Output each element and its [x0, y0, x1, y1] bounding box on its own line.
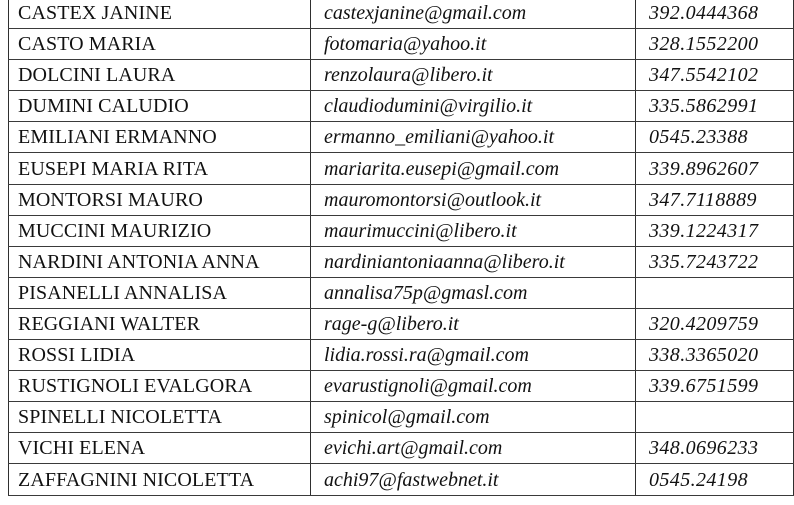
- contact-name: CASTO MARIA: [18, 33, 156, 56]
- contact-phone: 0545.24198: [649, 468, 748, 491]
- contact-name: DUMINI CALUDIO: [18, 95, 189, 118]
- contact-phone: 348.0696233: [649, 437, 759, 460]
- contact-phone: 0545.23388: [649, 126, 748, 149]
- contact-row: [8, 91, 794, 122]
- contact-email: castexjanine@gmail.com: [324, 2, 527, 24]
- contact-name: PISANELLI ANNALISA: [18, 281, 228, 304]
- contact-email: maurimuccini@libero.it: [324, 219, 517, 242]
- contact-phone: 320.4209759: [649, 313, 759, 335]
- contact-row: [8, 122, 794, 153]
- contact-row: [8, 340, 794, 371]
- contact-name: DOLCINI LAURA: [18, 64, 176, 87]
- contact-phone: 347.7118889: [649, 188, 757, 211]
- contact-phone: 335.5862991: [649, 95, 759, 118]
- contact-name: MONTORSI MAURO: [18, 188, 203, 211]
- contact-row: [8, 465, 794, 496]
- contact-phone: 339.1224317: [649, 219, 759, 242]
- contact-name: EUSEPI MARIA RITA: [18, 157, 209, 180]
- contact-row: [8, 185, 794, 216]
- contact-name: SPINELLI NICOLETTA: [18, 406, 223, 429]
- contact-email: rage-g@libero.it: [324, 313, 459, 335]
- contact-row: [8, 247, 794, 278]
- contact-row: [8, 216, 794, 247]
- contact-email: evichi.art@gmail.com: [324, 437, 503, 460]
- contact-name: ZAFFAGNINI NICOLETTA: [18, 468, 255, 491]
- contact-email: claudiodumini@virgilio.it: [324, 95, 533, 118]
- contact-name: RUSTIGNOLI EVALGORA: [18, 375, 253, 398]
- contact-row: [8, 402, 794, 433]
- contact-name: CASTEX JANINE: [18, 2, 173, 24]
- contact-phone: 347.5542102: [649, 64, 759, 87]
- contact-email: mariarita.eusepi@gmail.com: [324, 157, 560, 180]
- contact-phone: 339.8962607: [649, 157, 759, 180]
- contact-row: [8, 371, 794, 402]
- row-divider: [8, 495, 794, 496]
- contact-email: spinicol@gmail.com: [324, 406, 490, 429]
- contact-row: [8, 29, 794, 60]
- contact-email: annalisa75p@gmasl.com: [324, 281, 528, 304]
- contact-row: [8, 0, 794, 29]
- contact-email: renzolaura@libero.it: [324, 64, 493, 87]
- contact-row: [8, 154, 794, 185]
- contact-row: [8, 433, 794, 464]
- contact-name: EMILIANI ERMANNO: [18, 126, 217, 149]
- contact-name: NARDINI ANTONIA ANNA: [18, 250, 260, 273]
- contact-name: MUCCINI MAURIZIO: [18, 219, 212, 242]
- contact-name: VICHI ELENA: [18, 437, 146, 460]
- contact-email: mauromontorsi@outlook.it: [324, 188, 542, 211]
- contact-row: [8, 278, 794, 309]
- contact-phone: 335.7243722: [649, 250, 759, 273]
- contact-phone: 392.0444368: [649, 2, 759, 24]
- contact-email: ermanno_emiliani@yahoo.it: [324, 126, 555, 149]
- contact-email: lidia.rossi.ra@gmail.com: [324, 344, 529, 367]
- contact-phone: 328.1552200: [649, 33, 759, 56]
- contact-row: [8, 309, 794, 340]
- contact-table: [8, 0, 794, 498]
- contact-email: fotomaria@yahoo.it: [324, 33, 487, 56]
- contact-email: nardiniantoniaanna@libero.it: [324, 250, 565, 273]
- contact-name: ROSSI LIDIA: [18, 344, 136, 367]
- contact-row: [8, 60, 794, 91]
- contact-email: achi97@fastwebnet.it: [324, 468, 499, 491]
- contact-email: evarustignoli@gmail.com: [324, 375, 532, 398]
- contact-phone: 339.6751599: [649, 375, 759, 398]
- contact-phone: 338.3365020: [649, 344, 759, 367]
- contact-name: REGGIANI WALTER: [18, 313, 201, 335]
